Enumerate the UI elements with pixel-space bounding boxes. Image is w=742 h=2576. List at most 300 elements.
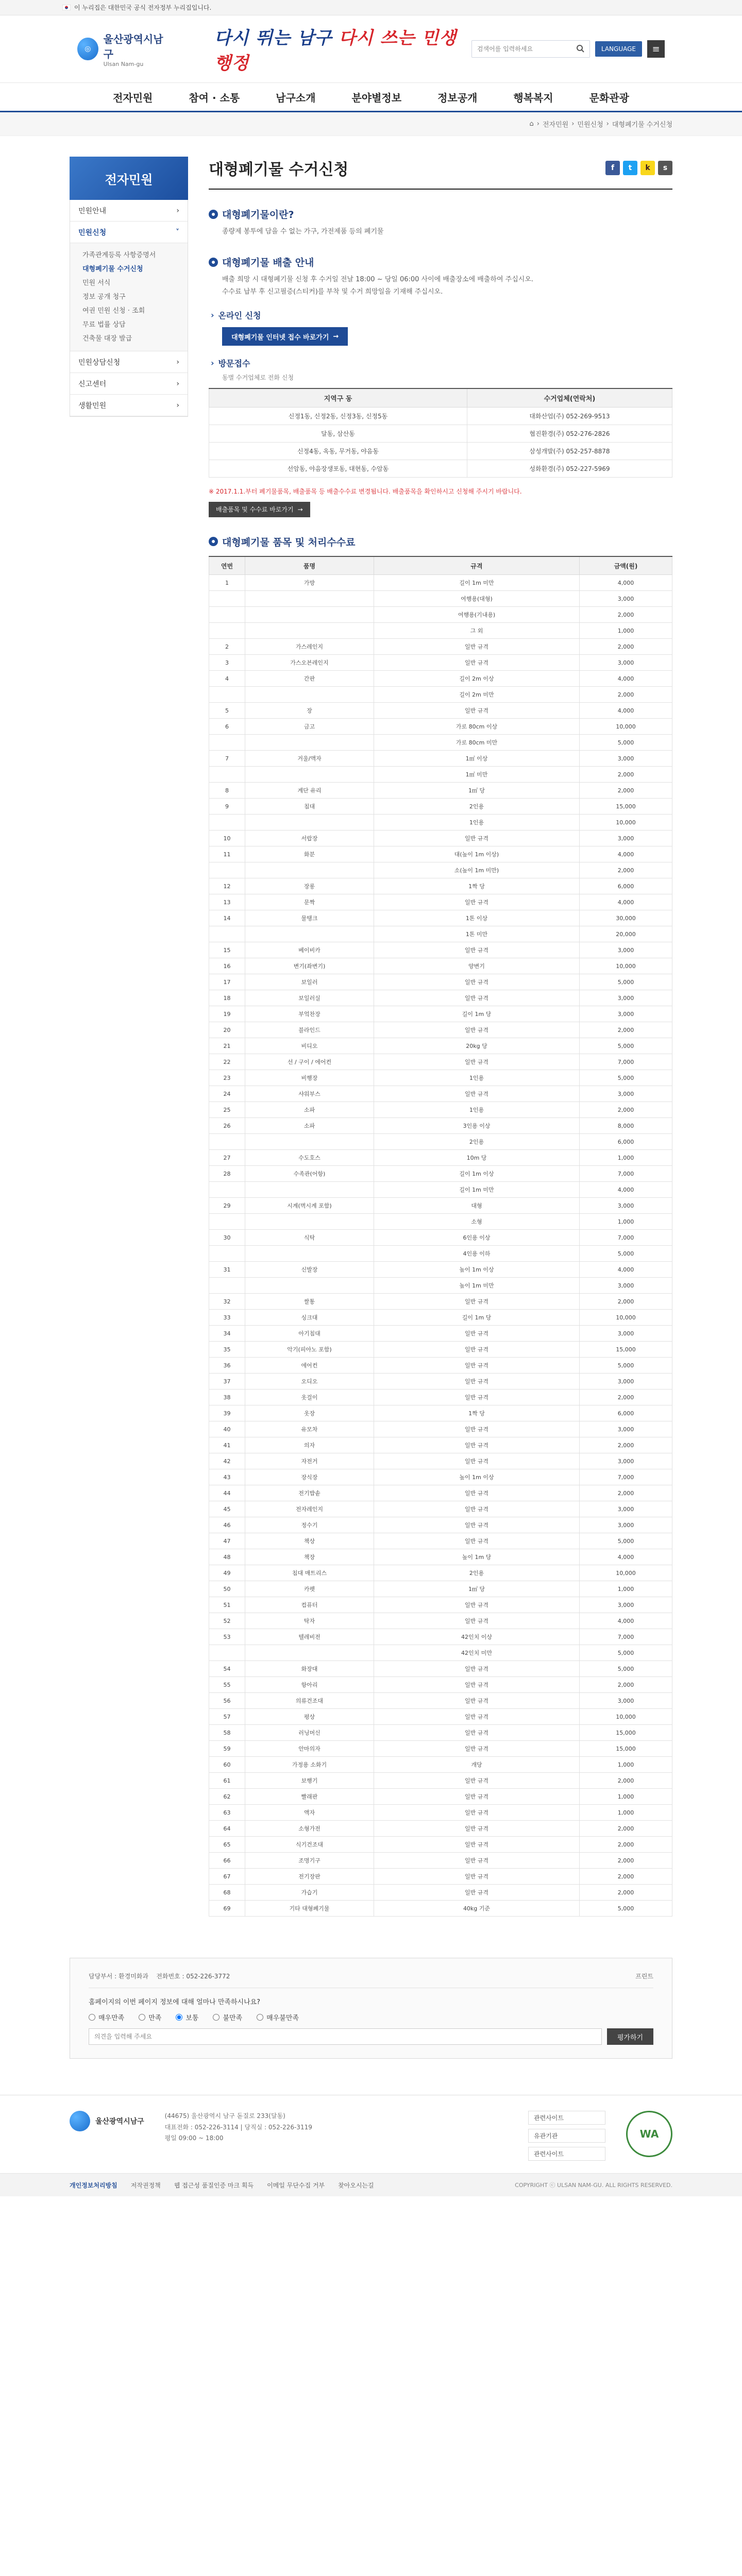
chevron-right-icon: › <box>176 401 179 410</box>
table-cell: 20,000 <box>580 926 672 942</box>
table-cell: 16 <box>209 958 245 974</box>
sidebar <box>70 157 188 1917</box>
table-row <box>209 846 672 862</box>
table-cell: 가정용 소화기 <box>245 1757 374 1773</box>
table-cell: 2,000 <box>580 1437 672 1453</box>
table-cell <box>209 1246 245 1262</box>
table-cell: 정수기 <box>245 1517 374 1533</box>
table-cell: 일반 규격 <box>374 1022 580 1038</box>
table-cell: 10,000 <box>580 815 672 831</box>
bullet-icon <box>209 258 218 267</box>
table-cell: 일반 규격 <box>374 639 580 655</box>
survey-header <box>89 1972 653 1988</box>
slogan-part2: 다시 쓰는 민생행정 <box>214 28 457 74</box>
footer-link[interactable]: 이메일 무단수집 거부 <box>267 2181 325 2189</box>
table-row <box>209 1246 672 1262</box>
table-cell: 3,000 <box>580 1693 672 1709</box>
search-input[interactable] <box>477 45 572 53</box>
table-cell: 1,000 <box>580 1214 672 1230</box>
table-cell: 길이 1m 미만 <box>374 575 580 591</box>
table-cell: 2,000 <box>580 1102 672 1118</box>
table-cell: 2,000 <box>580 1773 672 1789</box>
radio-button[interactable] <box>89 2014 95 2021</box>
arrow-right-icon: → <box>297 505 303 513</box>
table-cell: 3,000 <box>580 1453 672 1469</box>
radio-button[interactable] <box>176 2014 182 2021</box>
visit-subtitle: › 방문접수 <box>211 358 250 369</box>
table-cell: 높이 1m 당 <box>374 1549 580 1565</box>
kakao-icon[interactable]: k <box>640 161 655 175</box>
table-cell: 15 <box>209 942 245 958</box>
table-cell: 17 <box>209 974 245 990</box>
table-cell: 50 <box>209 1581 245 1597</box>
table-row <box>209 735 672 751</box>
survey-option[interactable]: 매우만족 <box>89 2012 124 2022</box>
table-row <box>209 1134 672 1150</box>
table-cell: 여행용(기내용) <box>374 607 580 623</box>
survey-options <box>89 2012 653 2022</box>
table-cell: 9 <box>209 799 245 815</box>
table-cell: 협진환경(주) 052-276-2826 <box>467 425 672 442</box>
table-row <box>209 1773 672 1789</box>
hamburger-menu-icon[interactable]: ≡ <box>647 40 665 58</box>
table-cell: 안마의자 <box>245 1741 374 1757</box>
table-row <box>209 1517 672 1533</box>
table-row <box>209 1757 672 1773</box>
sidebar-item-life[interactable] <box>70 395 188 416</box>
table-cell: 달동, 삼산동 <box>209 425 467 442</box>
main-nav <box>0 82 742 112</box>
table-cell: 일반 규격 <box>374 703 580 719</box>
table-cell: 5 <box>209 703 245 719</box>
table-row <box>209 1661 672 1677</box>
table-cell: 1인용 <box>374 815 580 831</box>
table-cell <box>209 767 245 783</box>
table-row <box>209 1597 672 1613</box>
sidebar-item-report[interactable] <box>70 373 188 395</box>
table-cell: 7,000 <box>580 1054 672 1070</box>
table-cell: 양변기 <box>374 958 580 974</box>
fee-link-button[interactable]: 배출품목 및 수수료 바로가기 → <box>209 502 310 517</box>
sidebar-item-apply[interactable] <box>70 222 188 243</box>
section-text: 종량제 봉투에 담을 수 없는 가구, 가전제품 등의 폐기물 <box>222 228 384 235</box>
header-tools <box>471 40 665 58</box>
table-cell: 1톤 이상 <box>374 910 580 926</box>
table-row <box>209 1565 672 1581</box>
table-cell: 높이 1m 이상 <box>374 1469 580 1485</box>
table-cell: 2,000 <box>580 639 672 655</box>
table-cell: 가스레인지 <box>245 639 374 655</box>
table-row <box>209 460 672 477</box>
table-cell: 소파 <box>245 1102 374 1118</box>
table-cell: 일반 규격 <box>374 990 580 1006</box>
table-cell: 2,000 <box>580 1821 672 1837</box>
survey-option[interactable]: 만족 <box>139 2012 161 2022</box>
table-cell <box>245 767 374 783</box>
table-cell <box>209 1278 245 1294</box>
table-cell: 47 <box>209 1533 245 1549</box>
table-cell: 5,000 <box>580 735 672 751</box>
table-row <box>209 1294 672 1310</box>
table-cell: 화분 <box>245 846 374 862</box>
table-cell: 일반 규격 <box>374 1773 580 1789</box>
table-cell <box>209 687 245 703</box>
radio-button[interactable] <box>257 2014 263 2021</box>
table-cell: 54 <box>209 1661 245 1677</box>
print-button[interactable]: 프린트 <box>635 1973 653 1980</box>
table-cell: 6,000 <box>580 878 672 894</box>
table-cell: 40 <box>209 1421 245 1437</box>
table-row <box>209 1166 672 1182</box>
table-cell: 1 <box>209 575 245 591</box>
breadcrumb-item[interactable]: 민원신청 <box>577 121 603 129</box>
table-cell: 화장대 <box>245 1661 374 1677</box>
table-cell: 2,000 <box>580 687 672 703</box>
breadcrumb-item[interactable]: 전자민원 <box>542 121 569 129</box>
radio-button[interactable] <box>213 2014 220 2021</box>
table-row <box>209 1645 672 1661</box>
table-row <box>209 926 672 942</box>
footer-link-privacy[interactable]: 개인정보처리방침 <box>70 2181 117 2189</box>
twitter-icon[interactable]: t <box>623 161 637 175</box>
table-row <box>209 1006 672 1022</box>
table-cell: 43 <box>209 1469 245 1485</box>
table-cell: 성화환경(주) 052-227-5969 <box>467 460 672 477</box>
table-cell <box>245 926 374 942</box>
submenu-item[interactable]: 가족관계등록 사항증명서 <box>82 251 156 259</box>
table-cell: 보일러 <box>245 974 374 990</box>
table-cell: 8 <box>209 783 245 799</box>
table-cell: 액자 <box>245 1805 374 1821</box>
breadcrumb-item[interactable]: 대형폐기물 수거신청 <box>612 121 672 129</box>
web-accessibility-mark-icon: WA <box>626 2111 672 2157</box>
table-cell: 일반 규격 <box>374 1725 580 1741</box>
table-row <box>209 607 672 623</box>
table-cell: 5,000 <box>580 1246 672 1262</box>
table-row <box>209 1533 672 1549</box>
visit-note: 동별 수거업체로 전화 신청 <box>222 374 294 382</box>
table-row <box>209 1102 672 1118</box>
sidebar-item-label: 민원신청 <box>78 228 107 237</box>
share-icon[interactable]: s <box>658 161 672 175</box>
table-row <box>209 1070 672 1086</box>
table-row <box>209 639 672 655</box>
survey-comment-input[interactable] <box>89 2028 602 2045</box>
footer-link[interactable]: 찾아오시는길 <box>338 2181 374 2189</box>
table-cell: 3,000 <box>580 751 672 767</box>
table-row <box>209 1086 672 1102</box>
table-header: 지역구 동 <box>209 388 467 407</box>
table-cell: 3인용 이상 <box>374 1118 580 1134</box>
table-cell: 2,000 <box>580 767 672 783</box>
table-cell: 가로 80cm 이상 <box>374 719 580 735</box>
table-cell: 계단 유리 <box>245 783 374 799</box>
table-cell: 옷걸이 <box>245 1389 374 1405</box>
table-cell: 길이 2m 미만 <box>374 687 580 703</box>
table-row <box>209 425 672 442</box>
table-cell: 3 <box>209 655 245 671</box>
footer-select[interactable]: 관련사이트 <box>528 2147 605 2161</box>
radio-button[interactable] <box>139 2014 145 2021</box>
table-cell: 69 <box>209 1901 245 1917</box>
sidebar-item-label: 민원상담신청 <box>78 358 121 367</box>
table-cell: 56 <box>209 1693 245 1709</box>
table-cell: 4,000 <box>580 671 672 687</box>
footer-bottom <box>0 2173 742 2196</box>
table-cell: 22 <box>209 1054 245 1070</box>
table-cell: 2인용 <box>374 1134 580 1150</box>
table-row <box>209 1837 672 1853</box>
sidebar-submenu <box>70 243 188 351</box>
table-cell: 67 <box>209 1869 245 1885</box>
footer-links <box>528 2111 605 2161</box>
table-row <box>209 671 672 687</box>
slogan <box>214 24 471 74</box>
facebook-icon[interactable]: f <box>605 161 620 175</box>
breadcrumb: ⌂ › 전자민원 › 민원신청 › 대형폐기물 수거신청 <box>0 112 742 136</box>
table-cell: 전자레인지 <box>245 1501 374 1517</box>
home-icon[interactable]: ⌂ <box>529 120 534 128</box>
table-row <box>209 942 672 958</box>
table-cell: 3,000 <box>580 591 672 607</box>
table-cell: 일반 규격 <box>374 1533 580 1549</box>
table-cell: 텔레비전 <box>245 1629 374 1645</box>
table-cell: 4,000 <box>580 1549 672 1565</box>
table-cell: 장 <box>245 703 374 719</box>
table-cell: 베이비카 <box>245 942 374 958</box>
table-cell: 2,000 <box>580 1022 672 1038</box>
table-cell: 일반 규격 <box>374 1054 580 1070</box>
submenu-item[interactable]: 민원 서식 <box>82 279 111 287</box>
table-cell: 침대 <box>245 799 374 815</box>
table-cell: 33 <box>209 1310 245 1326</box>
table-cell: 일반 규격 <box>374 655 580 671</box>
table-cell <box>209 1214 245 1230</box>
table-cell: 28 <box>209 1166 245 1182</box>
table-cell: 31 <box>209 1262 245 1278</box>
nav-item-culture[interactable]: 문화관광 <box>589 91 629 104</box>
table-cell: 4,000 <box>580 1613 672 1629</box>
table-cell: 3,000 <box>580 942 672 958</box>
survey-option[interactable]: 보통 <box>176 2012 198 2022</box>
table-row <box>209 442 672 460</box>
submenu-item[interactable]: 여권 민원 신청 · 조회 <box>82 307 145 315</box>
table-cell: 4,000 <box>580 846 672 862</box>
table-cell: 29 <box>209 1198 245 1214</box>
section-title: 대형폐기물 품목 및 처리수수료 <box>222 536 356 548</box>
site-logo[interactable] <box>77 31 168 67</box>
table-cell: 25 <box>209 1102 245 1118</box>
table-cell: 1짝 당 <box>374 1405 580 1421</box>
table-cell: 선암동, 야음장생포동, 대현동, 수암동 <box>209 460 467 477</box>
footer-hours: 평일 09:00 ~ 18:00 <box>164 2134 224 2142</box>
table-row <box>209 958 672 974</box>
table-cell: 27 <box>209 1150 245 1166</box>
table-cell: 10,000 <box>580 1310 672 1326</box>
table-row <box>209 591 672 607</box>
table-cell: 7,000 <box>580 1469 672 1485</box>
table-cell: 일반 규격 <box>374 942 580 958</box>
nav-item-disclosure[interactable]: 정보공개 <box>437 91 478 104</box>
table-cell: 일반 규격 <box>374 1342 580 1358</box>
footer-link[interactable]: 웹 접근성 품질인증 마크 획득 <box>174 2181 254 2189</box>
survey-option[interactable]: 매우불만족 <box>257 2012 299 2022</box>
table-header: 수거업체(연락처) <box>467 388 672 407</box>
table-cell: 41 <box>209 1437 245 1453</box>
table-row <box>209 990 672 1006</box>
table-row <box>209 1693 672 1709</box>
nav-item-civil[interactable]: 전자민원 <box>113 91 153 104</box>
survey-option[interactable]: 불만족 <box>213 2012 242 2022</box>
table-cell: 5,000 <box>580 974 672 990</box>
table-cell: 에어컨 <box>245 1358 374 1374</box>
table-cell: 러닝머신 <box>245 1725 374 1741</box>
table-cell: 일반 규격 <box>374 1885 580 1901</box>
table-cell: 2,000 <box>580 862 672 878</box>
table-cell: 장롱 <box>245 878 374 894</box>
online-apply-button[interactable]: 대형폐기물 인터넷 접수 바로가기 → <box>222 327 348 346</box>
table-cell: 기타 대형폐기물 <box>245 1901 374 1917</box>
table-cell: 1짝 당 <box>374 878 580 894</box>
table-cell: 2,000 <box>580 783 672 799</box>
table-cell: 45 <box>209 1501 245 1517</box>
table-row <box>209 1230 672 1246</box>
table-cell: 7 <box>209 751 245 767</box>
logo-sub: Ulsan Nam-gu <box>103 60 144 67</box>
table-cell: 길이 1m 미만 <box>374 1182 580 1198</box>
table-cell: 2,000 <box>580 607 672 623</box>
side-menu <box>70 200 188 417</box>
table-cell: 10,000 <box>580 958 672 974</box>
table-cell: 30 <box>209 1230 245 1246</box>
table-row <box>209 1677 672 1693</box>
table-cell: 15,000 <box>580 1741 672 1757</box>
table-cell: 수도호스 <box>245 1150 374 1166</box>
table-cell: 13 <box>209 894 245 910</box>
table-cell: 3,000 <box>580 1501 672 1517</box>
table-cell: 21 <box>209 1038 245 1054</box>
table-cell: 쌀통 <box>245 1294 374 1310</box>
table-cell: 62 <box>209 1789 245 1805</box>
table-row <box>209 1805 672 1821</box>
table-row <box>209 1389 672 1405</box>
table-cell <box>209 1134 245 1150</box>
section-what <box>209 207 672 221</box>
table-cell: 싱크대 <box>245 1310 374 1326</box>
table-cell: 8,000 <box>580 1118 672 1134</box>
table-cell: 그 외 <box>374 623 580 639</box>
table-row <box>209 1198 672 1214</box>
table-cell: 높이 1m 미만 <box>374 1278 580 1294</box>
footer-select[interactable]: 유관기관 <box>528 2129 605 2143</box>
table-cell: 아기침대 <box>245 1326 374 1342</box>
chevron-right-icon: › <box>211 310 214 320</box>
arrow-right-icon: → <box>333 332 339 341</box>
table-cell: 보행기 <box>245 1773 374 1789</box>
footer-link[interactable]: 저작권정책 <box>130 2181 161 2189</box>
sidebar-item-consult[interactable] <box>70 351 188 373</box>
table-cell: 조명기구 <box>245 1853 374 1869</box>
table-cell: 5,000 <box>580 1038 672 1054</box>
table-cell: 신발장 <box>245 1262 374 1278</box>
nav-item-participation[interactable]: 참여 · 소통 <box>189 91 240 104</box>
submenu-item[interactable]: 무료 법률 상담 <box>82 321 126 329</box>
table-row <box>209 1549 672 1565</box>
table-cell: 높이 1m 이상 <box>374 1262 580 1278</box>
table-cell: 2,000 <box>580 1677 672 1693</box>
table-row <box>209 1853 672 1869</box>
table-cell: 1인용 <box>374 1102 580 1118</box>
sidebar-item-label: 민원안내 <box>78 207 107 215</box>
table-row <box>209 1581 672 1597</box>
submenu-item[interactable]: 정보 공개 청구 <box>82 293 126 301</box>
section-text: 배출 희망 시 대형폐기물 신청 후 수거일 전날 18:00 ~ 당일 06:00 사이에 배출장소에 배출하여 주십시오. <box>222 276 534 284</box>
table-cell: 51 <box>209 1597 245 1613</box>
table-cell: 39 <box>209 1405 245 1421</box>
table-cell: 일반 규격 <box>374 974 580 990</box>
language-button[interactable]: LANGUAGE <box>595 41 642 57</box>
table-cell: 18 <box>209 990 245 1006</box>
table-cell: 신정1동, 신정2동, 신정3동, 신정5동 <box>209 407 467 425</box>
table-row <box>209 1022 672 1038</box>
table-cell: 1,000 <box>580 1805 672 1821</box>
table-cell: 11 <box>209 846 245 862</box>
footer-select[interactable]: 관련사이트 <box>528 2111 605 2125</box>
table-row <box>209 1405 672 1421</box>
table-cell: 일반 규격 <box>374 1294 580 1310</box>
table-cell: 4,000 <box>580 703 672 719</box>
table-cell: 4,000 <box>580 1262 672 1278</box>
table-cell: 가스오븐레인지 <box>245 655 374 671</box>
table-cell: 1,000 <box>580 1150 672 1166</box>
table-cell: 3,000 <box>580 1086 672 1102</box>
sidebar-title: 전자민원 <box>70 157 188 200</box>
table-cell: 3,000 <box>580 1326 672 1342</box>
survey-dept: 담당부서 : 환경미화과 <box>89 1973 149 1980</box>
table-row <box>209 974 672 990</box>
table-cell: 5,000 <box>580 1533 672 1549</box>
table-cell: 수족관(어항) <box>245 1166 374 1182</box>
table-cell: 10,000 <box>580 719 672 735</box>
logo-name: 울산광역시남구 <box>103 32 163 60</box>
table-cell: 20kg 당 <box>374 1038 580 1054</box>
section-title: 대형폐기물이란? <box>222 209 294 221</box>
table-row <box>209 831 672 846</box>
page-head <box>209 157 672 190</box>
footer-logo <box>70 2111 144 2131</box>
table-cell: 서랍장 <box>245 831 374 846</box>
search-icon[interactable] <box>576 44 584 54</box>
table-cell: 책상 <box>245 1533 374 1549</box>
submenu-item[interactable]: 건축물 대장 발급 <box>82 335 132 343</box>
table-cell <box>209 1182 245 1198</box>
table-cell: 1,000 <box>580 623 672 639</box>
table-cell: 7,000 <box>580 1166 672 1182</box>
table-cell <box>245 815 374 831</box>
nav-item-info[interactable]: 분야별정보 <box>351 91 402 104</box>
table-cell: 일반 규격 <box>374 1613 580 1629</box>
nav-item-intro[interactable]: 남구소개 <box>276 91 316 104</box>
table-cell: 3,000 <box>580 1006 672 1022</box>
nav-item-welfare[interactable]: 행복복지 <box>513 91 553 104</box>
table-cell: 가로 80cm 미만 <box>374 735 580 751</box>
survey-submit-button[interactable]: 평가하기 <box>607 2028 653 2045</box>
main-content <box>209 157 672 1917</box>
submenu-item-current[interactable]: 대형폐기물 수거신청 <box>82 265 143 273</box>
table-cell: 59 <box>209 1741 245 1757</box>
table-cell: 44 <box>209 1485 245 1501</box>
sidebar-item-guide[interactable] <box>70 200 188 222</box>
